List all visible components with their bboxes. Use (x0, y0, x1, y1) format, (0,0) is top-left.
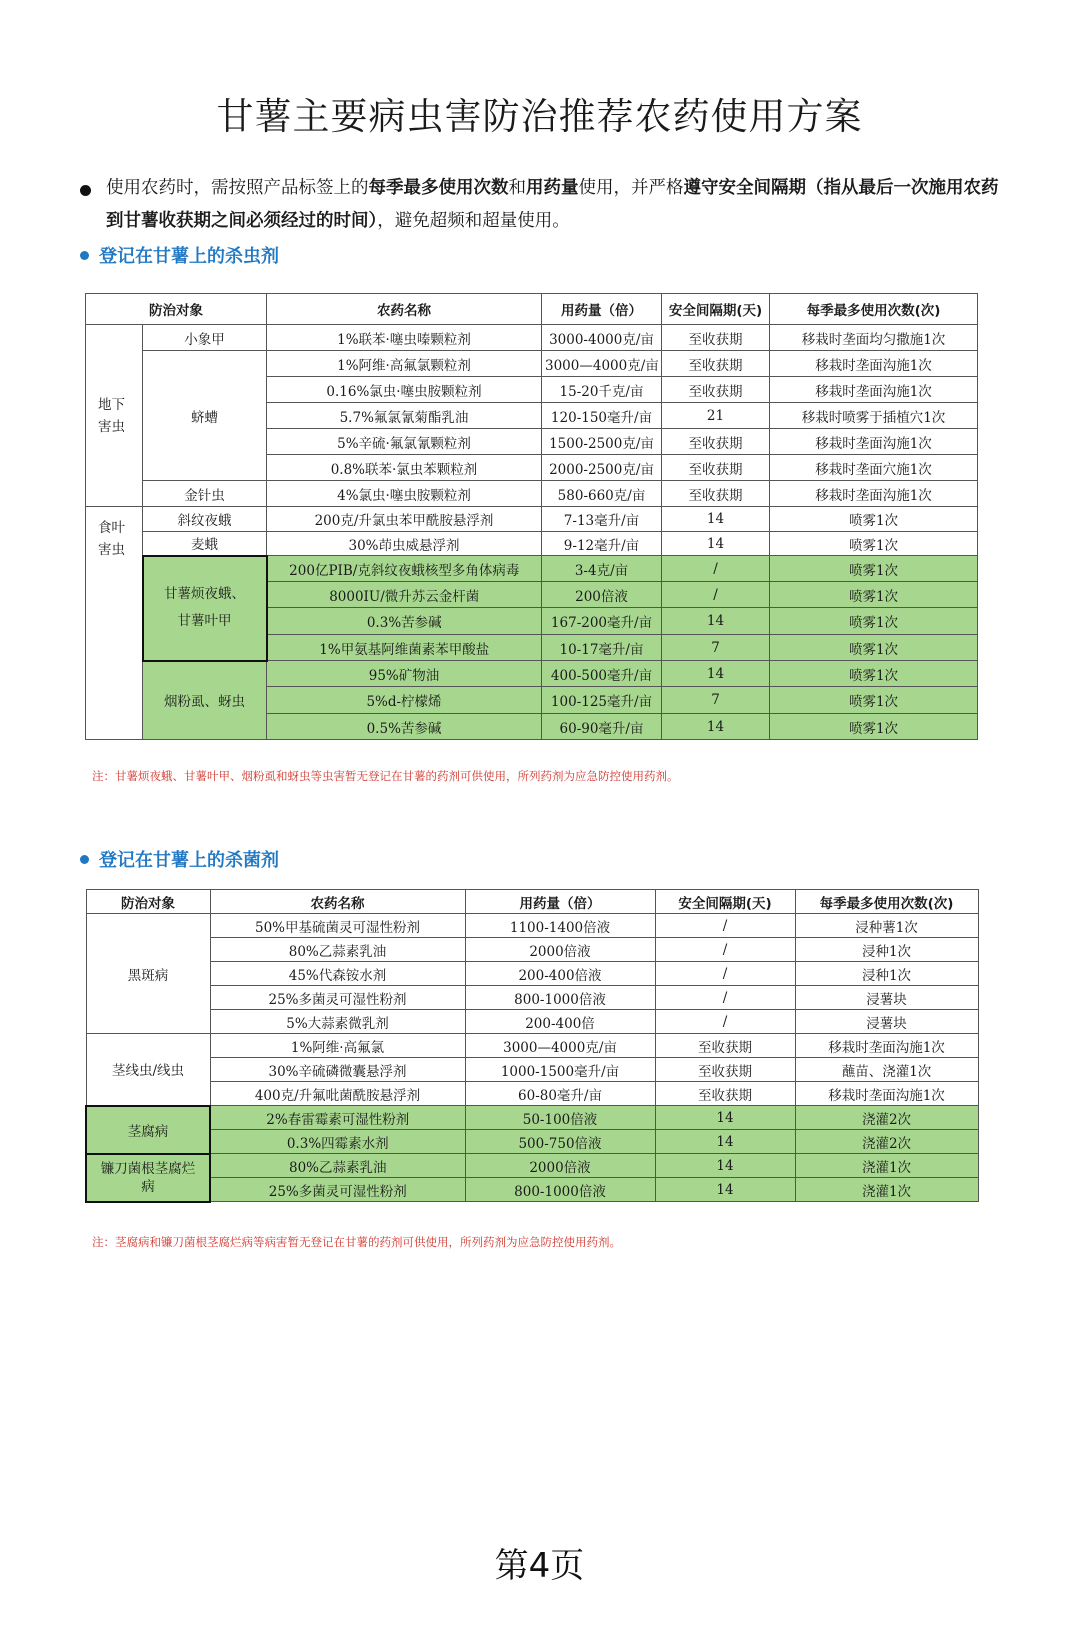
table-row: 80%乙蒜素乳油 2000倍液 / 浸种1次 (86, 938, 978, 962)
table-header-row (86, 294, 978, 325)
header-interval: 安全间隔期(天) (662, 294, 770, 325)
target-cell: 黑斑病 (86, 914, 210, 1034)
table-row: 地下 害虫 小象甲 1%联苯·噻虫嗪颗粒剂 3000-4000克/亩 至收获期 移栽时垄面均匀撒施1次 (86, 325, 978, 351)
fungicide-table (85, 889, 979, 1203)
group-cell: 地下 害虫 (86, 325, 143, 507)
page-title: 甘薯主要病虫害防治推荐农药使用方案 (216, 95, 863, 138)
target-cell: 斜纹夜蛾 (143, 507, 267, 532)
table-row: 30%辛硫磷微囊悬浮剂 1000-1500毫升/亩 至收获期 蘸苗、浇灌1次 (86, 1058, 978, 1082)
table-row: 400克/升氟吡菌酰胺悬浮剂 60-80毫升/亩 至收获期 移栽时垄面沟施1次 (86, 1082, 978, 1106)
header-target: 防治对象 (86, 890, 210, 914)
table-row: 5.7%氟氯氰菊酯乳油 120-150毫升/亩 21 移栽时喷雾于插植穴1次 (86, 403, 978, 429)
target-cell: 茎线虫/线虫 (86, 1034, 210, 1106)
header-dosage: 用药量（倍） (542, 294, 662, 325)
target-cell: 烟粉虱、蚜虫 (143, 661, 267, 740)
table-row: 食叶 害虫 斜纹夜蛾 200克/升氯虫苯甲酰胺悬浮剂 7-13毫升/亩 14 喷雾1次 (86, 507, 978, 532)
header-target: 防治对象 (86, 294, 267, 325)
header-max-times: 每季最多使用次数(次) (770, 294, 978, 325)
table-row: 烟粉虱、蚜虫 95%矿物油 400-500毫升/亩 14 喷雾1次 (86, 661, 978, 687)
bullet-icon (80, 855, 89, 864)
table-header-row (86, 890, 978, 914)
page-number: 第4页 (494, 1546, 585, 1586)
header-pesticide: 农药名称 (267, 294, 542, 325)
table-row: 0.3%四霉素水剂 500-750倍液 14 浇灌2次 (86, 1130, 978, 1154)
table-row: 5%大蒜素微乳剂 200-400倍 / 浸薯块 (86, 1010, 978, 1034)
table-row: 0.8%联苯·氯虫苯颗粒剂 2000-2500克/亩 至收获期 移栽时垄面穴施1次 (86, 455, 978, 481)
target-cell: 镰刀菌根茎腐烂 病 (86, 1154, 210, 1202)
bullet-icon (80, 185, 91, 196)
table-row: 蛴螬 1%阿维·高氟氯颗粒剂 3000—4000克/亩 至收获期 移栽时垄面沟施1次 (86, 351, 978, 377)
table-row: 5%辛硫·氟氯氰颗粒剂 1500-2500克/亩 至收获期 移栽时垄面沟施1次 (86, 429, 978, 455)
table-row: 0.3%苦参碱 167-200毫升/亩 14 喷雾1次 (86, 608, 978, 635)
target-cell: 麦蛾 (143, 532, 267, 556)
intro-paragraph: 使用农药时，需按照产品标签上的每季最多使用次数和用药量使用，并严格遵守安全间隔期（指从最后一次施用农药到甘薯收获期之间必须经过的时间），避免超频和超量使用。 (80, 172, 1005, 238)
table-row: 5%d-柠檬烯 100-125毫升/亩 7 喷雾1次 (86, 687, 978, 714)
fungicide-note: 注：茎腐病和镰刀菌根茎腐烂病等病害暂无登记在甘薯的药剂可供使用，所列药剂为应急防控使用药剂。 (92, 1235, 621, 1249)
target-cell: 茎腐病 (86, 1106, 210, 1154)
header-interval: 安全间隔期(天) (655, 890, 795, 914)
target-cell: 甘薯烦夜蛾、 甘薯叶甲 (143, 556, 267, 661)
table-row: 麦蛾 30%茚虫威悬浮剂 9-12毫升/亩 14 喷雾1次 (86, 532, 978, 556)
table-row: 0.5%苦参碱 60-90毫升/亩 14 喷雾1次 (86, 714, 978, 740)
table-row: 25%多菌灵可湿性粉剂 800-1000倍液 / 浸薯块 (86, 986, 978, 1010)
target-cell: 金针虫 (143, 481, 267, 507)
table-row: 1%甲氨基阿维菌素苯甲酸盐 10-17毫升/亩 7 喷雾1次 (86, 635, 978, 661)
table-row: 甘薯烦夜蛾、 甘薯叶甲 200亿PIB/克斜纹夜蛾核型多角体病毒 3-4克/亩 / 喷雾1次 (86, 556, 978, 582)
fungicide-heading: 登记在甘薯上的杀菌剂 (80, 846, 279, 872)
table-row: 8000IU/微升苏云金杆菌 200倍液 / 喷雾1次 (86, 582, 978, 608)
table-row: 黑斑病 50%甲基硫菌灵可湿性粉剂 1100-1400倍液 / 浸种薯1次 (86, 914, 978, 938)
table-row: 0.16%氯虫·噻虫胺颗粒剂 15-20千克/亩 至收获期 移栽时垄面沟施1次 (86, 377, 978, 403)
target-cell: 小象甲 (143, 325, 267, 351)
table-row: 45%代森铵水剂 200-400倍液 / 浸种1次 (86, 962, 978, 986)
table-row: 25%多菌灵可湿性粉剂 800-1000倍液 14 浇灌1次 (86, 1178, 978, 1202)
table-row: 茎线虫/线虫 1%阿维·高氟氯 3000—4000克/亩 至收获期 移栽时垄面沟施1次 (86, 1034, 978, 1058)
insecticide-note: 注：甘薯烦夜蛾、甘薯叶甲、烟粉虱和蚜虫等虫害暂无登记在甘薯的药剂可供使用，所列药剂为应急防控使用药剂。 (92, 769, 679, 783)
header-dosage: 用药量（倍） (465, 890, 655, 914)
header-max-times: 每季最多使用次数(次) (795, 890, 978, 914)
insecticide-heading: 登记在甘薯上的杀虫剂 (80, 242, 279, 268)
bullet-icon (80, 251, 89, 260)
table-row: 镰刀菌根茎腐烂 病 80%乙蒜素乳油 2000倍液 14 浇灌1次 (86, 1154, 978, 1178)
table-row: 金针虫 4%氯虫·噻虫胺颗粒剂 580-660克/亩 至收获期 移栽时垄面沟施1次 (86, 481, 978, 507)
header-pesticide: 农药名称 (210, 890, 465, 914)
group-cell: 食叶 害虫 (86, 507, 143, 740)
target-cell: 蛴螬 (143, 351, 267, 481)
table-row: 茎腐病 2%春雷霉素可湿性粉剂 50-100倍液 14 浇灌2次 (86, 1106, 978, 1130)
insecticide-table (85, 293, 978, 740)
